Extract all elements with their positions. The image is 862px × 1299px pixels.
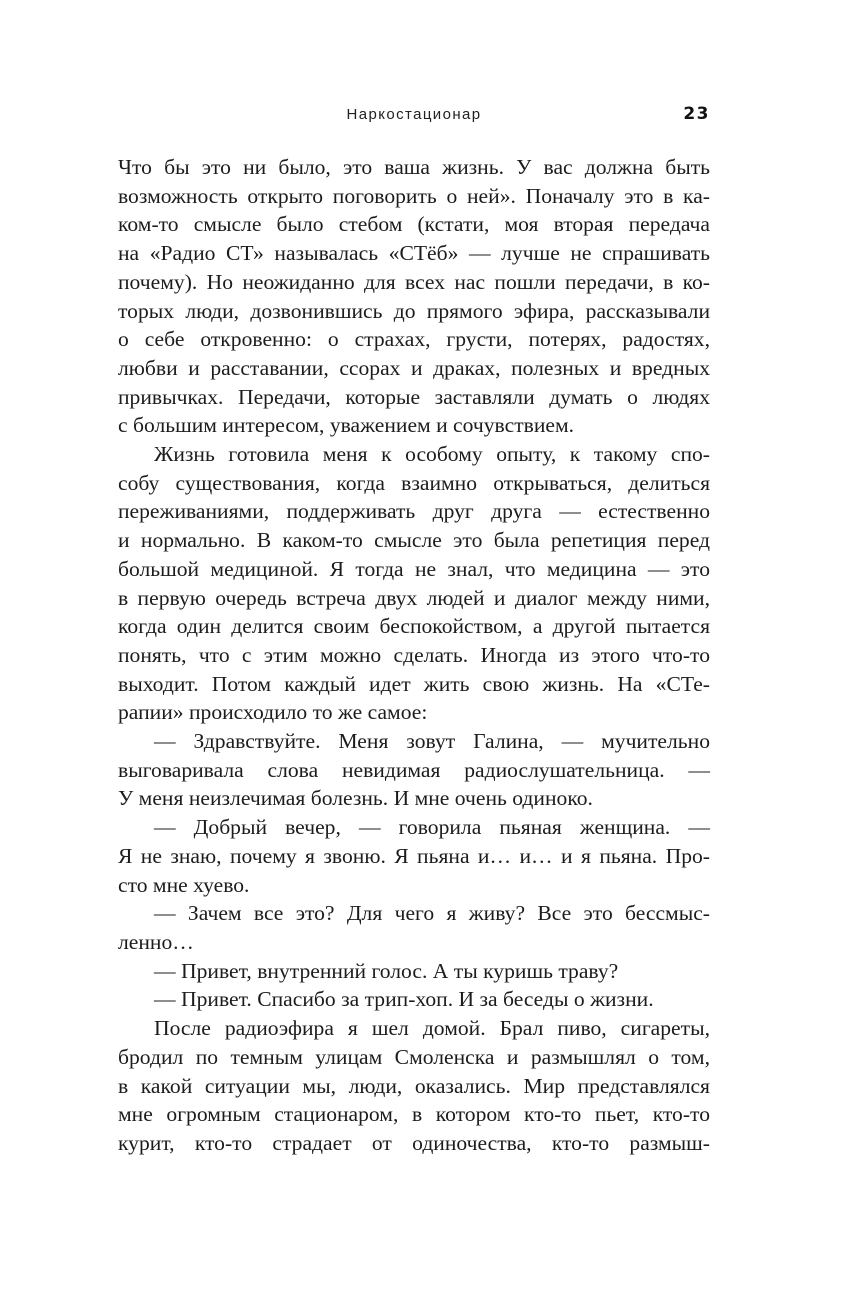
running-header [118,104,710,132]
text-line: сто мне хуево. [118,872,250,897]
text-line: ленно… [118,929,194,954]
text-line: переживаниями, поддерживать друг друга — естественно [118,499,710,524]
text-line: большой медициной. Я тогда не знал, что медицина — это [118,556,710,581]
text-line: с большим интересом, уважением и сочувствием. [118,413,575,438]
text-line: торых люди, дозвонившись до прямого эфира, рассказывали [118,298,710,323]
text-line: рапии» происходило то же самое: [118,700,428,725]
text-line: Что бы это ни было, это ваша жизнь. У вас должна быть [118,155,710,179]
text-line: мне огромным стационаром, в котором кто-то пьет, кто-то [118,1102,710,1127]
dialogue-line: — Здравствуйте. Меня зовут Галина, — мучительно [154,729,710,754]
dialogue-line: — Добрый вечер, — говорила пьяная женщина. — [154,815,710,840]
text-line: и нормально. В каком-то смысле это была репетиция перед [118,528,710,553]
text-line: о себе откровенно: о страхах, грусти, потерях, радостях, [118,327,710,352]
text-line: возможность открыто поговорить о ней». Поначалу это в ка- [118,183,710,208]
text-line: собу существования, когда взаимно открываться, делиться [118,470,710,495]
text-line: После радиоэфира я шел домой. Брал пиво, сигареты, [154,1016,710,1041]
body-text [118,153,710,1158]
text-line: Я не знаю, почему я звоню. Я пьяна и… и… и я пьяна. Про- [118,843,710,868]
text-line: любви и расставании, ссорах и драках, полезных и вредных [118,355,710,380]
text-line: ком-то смысле было стебом (кстати, моя вторая передача [118,212,710,237]
text-line: в первую очередь встреча двух людей и диалог между ними, [118,585,710,610]
text-line: привычках. Передачи, которые заставляли думать о людях [118,384,710,409]
text-line: на «Радио СТ» называлась «СТёб» — лучше не спрашивать [118,241,710,266]
text-line: выходит. Потом каждый идет жить свою жизнь. На «СТе- [118,671,710,696]
chapter-title: Наркостационар [346,106,482,123]
page-number: 23 [683,104,710,124]
text-line: когда один делится своим беспокойством, а другой пытается [118,614,710,639]
dialogue-line: — Привет. Спасибо за трип-хоп. И за беседы о жизни. [154,987,654,1012]
text-line: выговаривала слова невидимая радиослушательница. — [118,757,710,782]
dialogue-line: — Зачем все это? Для чего я живу? Все это бессмыс- [154,901,710,926]
text-line: бродил по темным улицам Смоленска и размышлял о том, [118,1044,710,1069]
text-line: почему). Но неожиданно для всех нас пошли передачи, в ко- [118,269,710,294]
text-line: У меня неизлечимая болезнь. И мне очень одиноко. [118,786,593,811]
text-line: понять, что с этим можно сделать. Иногда из этого что-то [118,642,710,667]
dialogue-line: — Привет, внутренний голос. А ты куришь траву? [154,958,619,983]
text-line: в какой ситуации мы, люди, оказались. Мир представлялся [118,1073,710,1098]
text-line: Жизнь готовила меня к особому опыту, к такому спо- [154,442,710,467]
text-line: курит, кто-то страдает от одиночества, кто-то размыш- [118,1130,710,1155]
